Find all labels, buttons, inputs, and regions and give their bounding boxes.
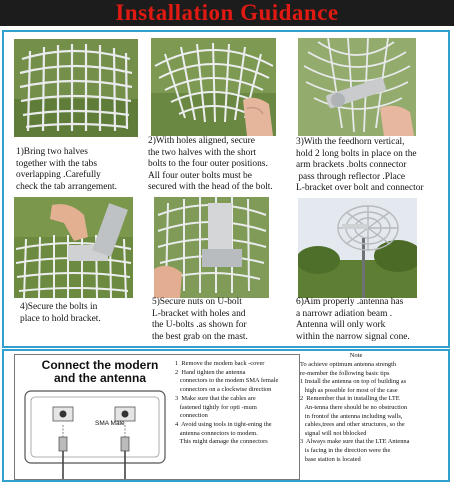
step-6-caption: 6)Aim properly .antenna has a narrowr adiation beam . Antenna will only work within the narrow signal cone. [296,297,410,342]
sma-male-label: SMA Male [95,420,125,427]
diagram-title: Connect the modern and the antenna [41,358,159,385]
step-3-caption: 3)With the feedhorn vertical, hold 2 long bolts in place on the arm brackets .bolts connector pass through reflector .Place L-bracket over bolt and connector [296,137,424,194]
step-3-photo [298,38,416,136]
step-6-photo [298,198,417,298]
modem-illustration [15,355,175,479]
step-1-caption: 1)Bring two halves together with the tabs overlapping .Carefully check the tab arrangement. [16,147,117,192]
step-2-caption: 2)With holes aligned, secure the two halves with the short bolts to the four outer positions. All four outer bolts must be secured with the head of the bolt. [148,136,273,193]
note-body: To achieve optimum antenna strength re-member the following basic tips 1 Install the antenna on top of building as high as possible for most of the case 2 Remember that in installing the LTE An-tenna there should be no obstruction in frontof the antenna including walls, cables,trees and other structures, so the signal will not bblocked 3 Always make sure that the LTE Antenna is facing in the direction were the base station is located [300,361,410,463]
step-5-caption: 5)Secure nuts on U-bolt L-bracket with holes and the U-bolts .as shown for the best grab on the mast. [152,297,248,342]
step-4-photo [14,197,133,298]
modem-instructions: 1 Remove the modem back -cover 2 Hand tighten the antenna connectors to the modem SMA female connectors on a clockwise direction 3 Make sure that the cables are fastened tightly for opti -mum connection 4 Avoid using tools in tight-ening the antenna connectors to modem. This might damage the connectors [175,360,279,446]
note-title: Note [349,352,363,359]
step-2-photo [151,38,276,136]
step-4-caption: 4)Secure the bolts in place to hold bracket. [20,302,101,324]
step-1-photo [14,39,138,137]
step-5-photo [154,197,269,298]
page-title: Installation Guidance [115,0,339,25]
